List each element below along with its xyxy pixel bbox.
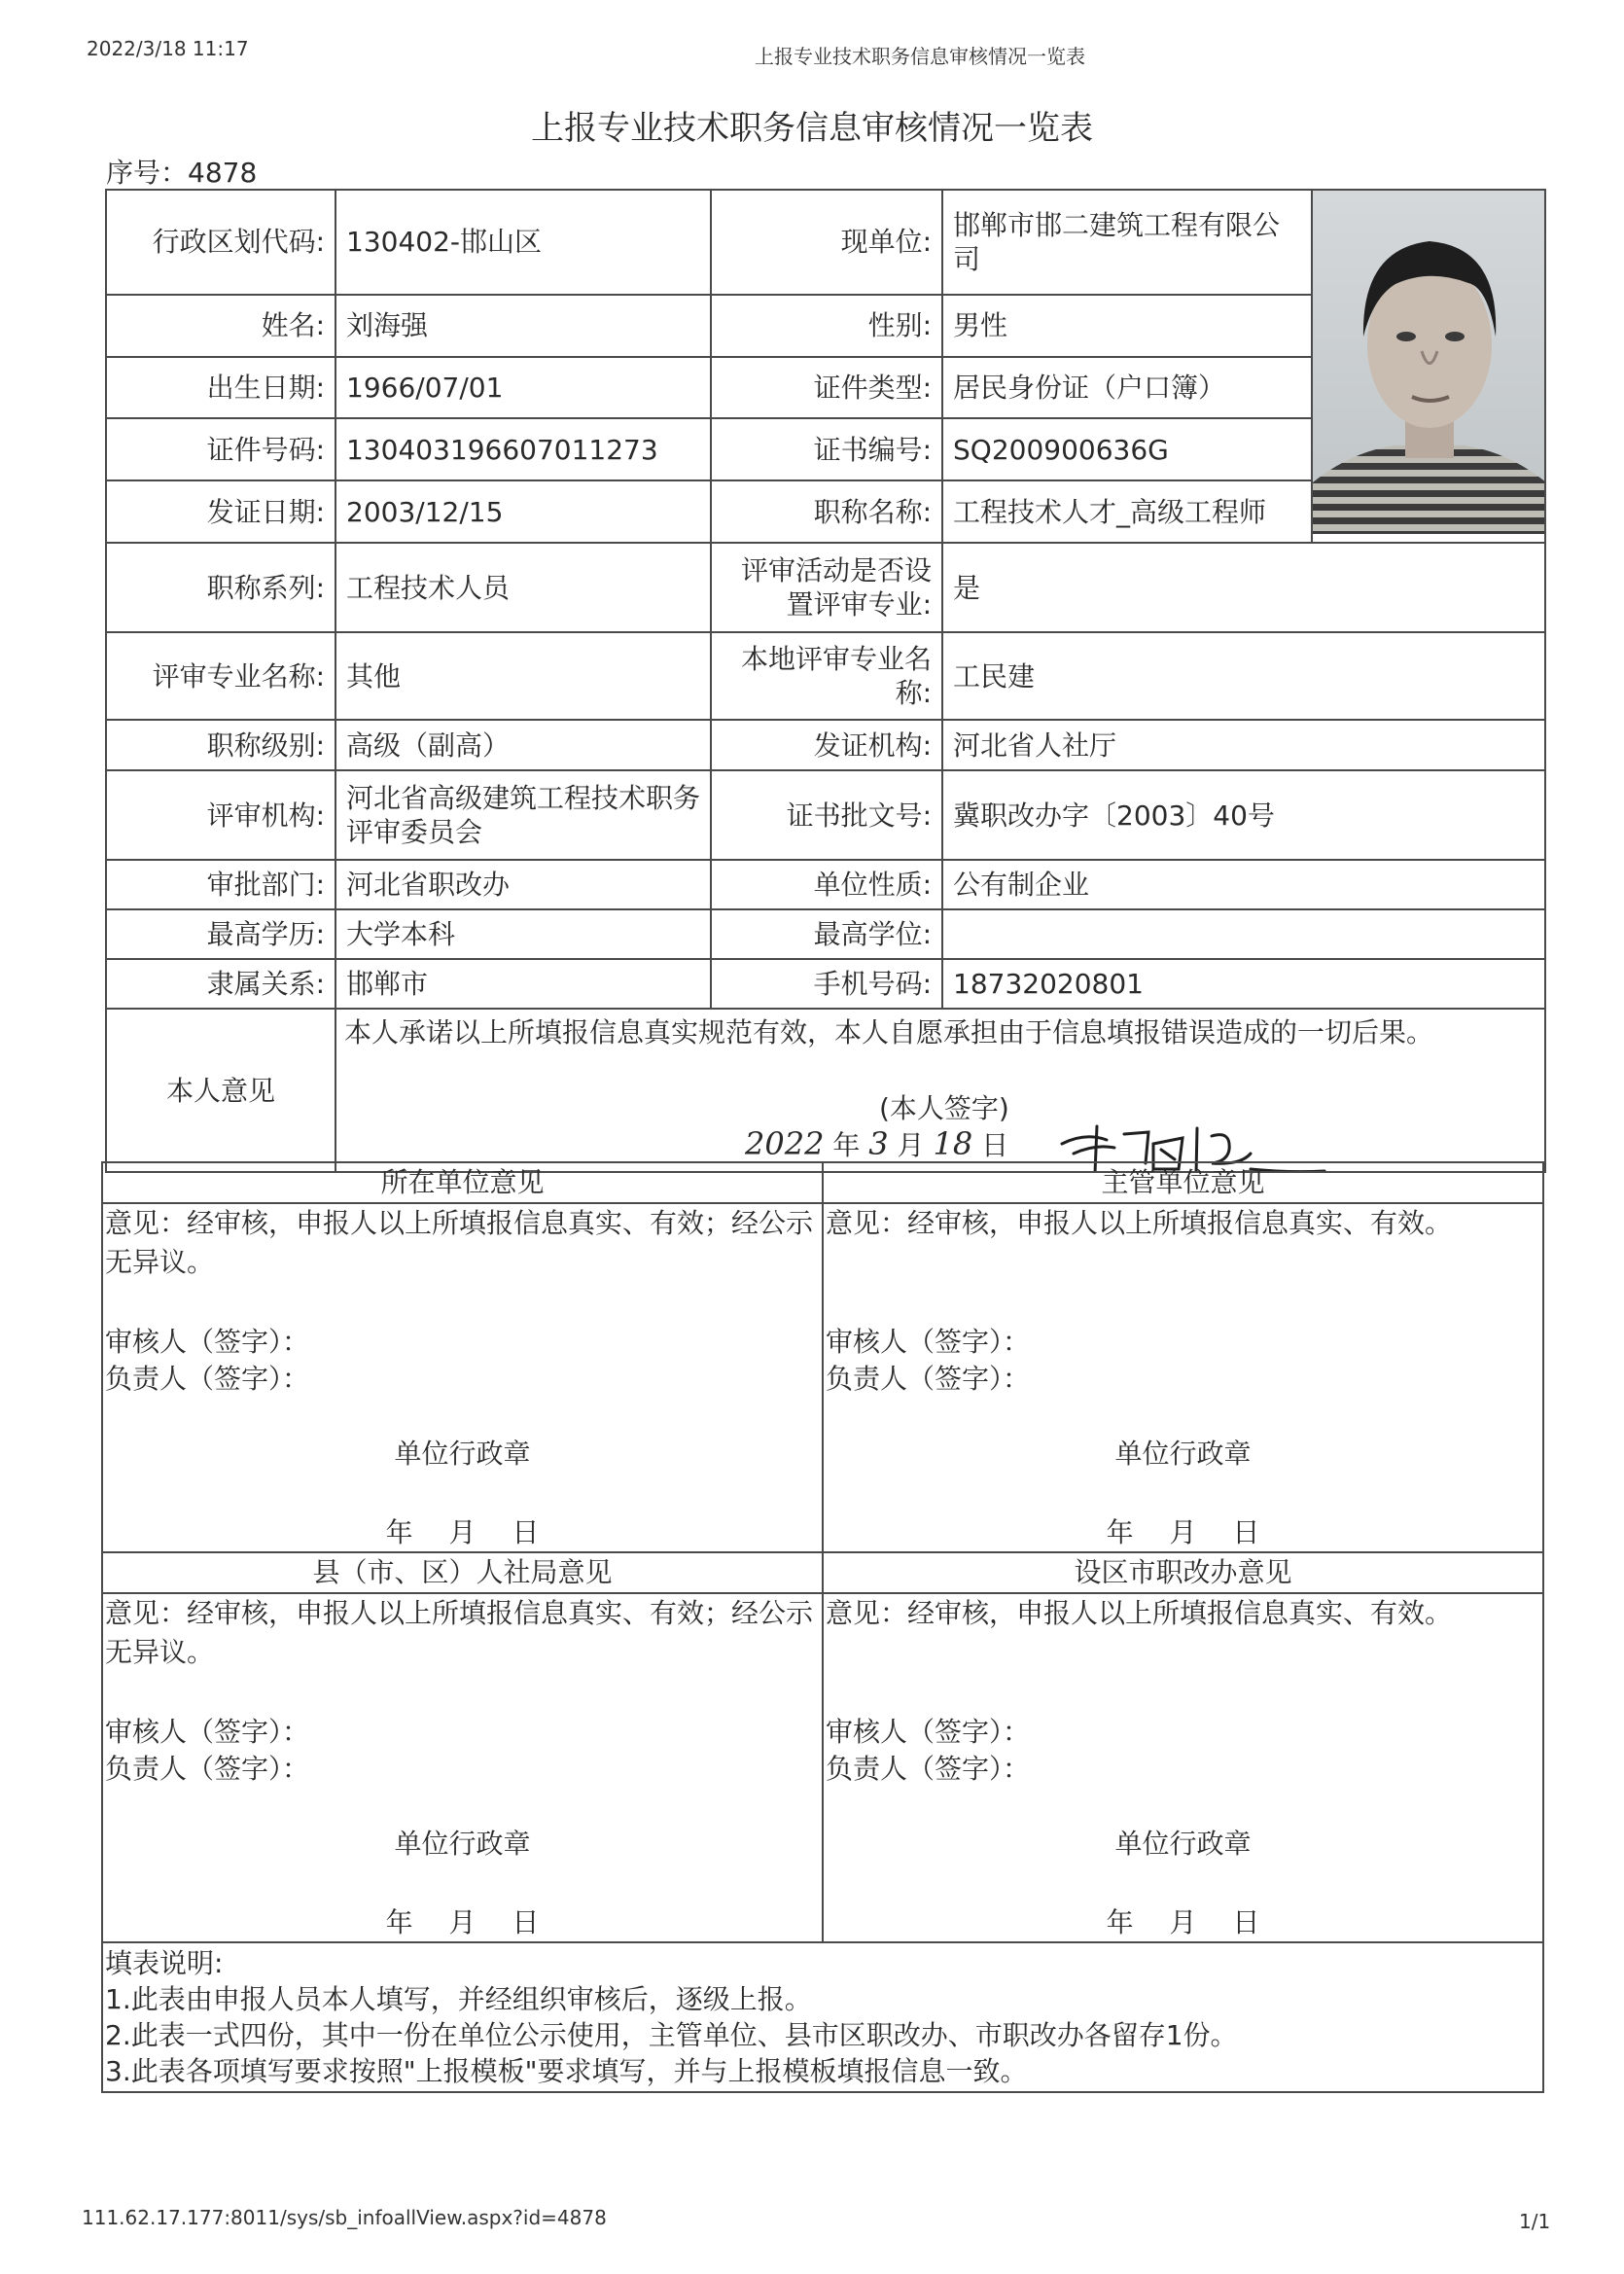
nature-value: 公有制企业 xyxy=(942,860,1545,909)
applicant-photo xyxy=(1312,190,1545,543)
certno-value: SQ200900636G xyxy=(942,418,1312,480)
level-label: 职称级别: xyxy=(106,720,335,770)
instruction-item-2: 2.此表一式四份，其中一份在单位公示使用，主管单位、县市区职改办、市职改办各留存1份。 xyxy=(105,2019,1238,2051)
birth-value: 1966/07/01 xyxy=(335,357,711,419)
supervisor-opinion-text: 意见：经审核，申报人以上所填报信息真实、有效。 xyxy=(826,1207,1453,1239)
unit-seal-label: 单位行政章 xyxy=(394,1438,531,1470)
print-datetime: 2022/3/18 11:17 xyxy=(87,37,249,60)
unit-label: 现单位: xyxy=(711,190,942,295)
county-date-line: 年 月 日 xyxy=(385,1906,540,1938)
instruction-item-3: 3.此表各项填写要求按照"上报模板"要求填写，并与上报模板填报信息一致。 xyxy=(105,2055,1028,2087)
unit-opinion-text: 意见：经审核，申报人以上所填报信息真实、有效；经公示无异议。 xyxy=(105,1207,814,1278)
self-opinion-text: 本人承诺以上所填报信息真实规范有效，本人自愿承担由于信息填报错误造成的一切后果。 xyxy=(344,1016,1434,1048)
date-day-unit: 日 xyxy=(981,1129,1009,1161)
degree-value xyxy=(942,909,1545,959)
county-responsible-sign: 负责人（签字）： xyxy=(105,1753,310,1785)
name-value: 刘海强 xyxy=(335,295,711,357)
applicant-info-table xyxy=(105,189,1546,1173)
self-sign-date xyxy=(745,1124,1008,1163)
approval-no-value: 冀职改办字〔2003〕40号 xyxy=(942,770,1545,860)
supervisor-responsible-sign: 负责人（签字）： xyxy=(826,1363,1031,1395)
series-label: 职称系列: xyxy=(106,543,335,632)
date-year: 2022 xyxy=(745,1125,825,1162)
county-seal-label: 单位行政章 xyxy=(394,1828,531,1860)
issuer-value: 河北省人社厅 xyxy=(942,720,1545,770)
level-value: 高级（副高） xyxy=(335,720,711,770)
city-responsible-sign: 负责人（签字）： xyxy=(826,1753,1031,1785)
set-major-value: 是 xyxy=(942,543,1545,632)
unit-value: 邯郸市邯二建筑工程有限公司 xyxy=(942,190,1312,295)
serial-number: 序号：4878 xyxy=(106,157,258,189)
birth-label: 出生日期: xyxy=(106,357,335,419)
gender-label: 性别: xyxy=(711,295,942,357)
city-opinion-title: 设区市职改办意见 xyxy=(823,1552,1543,1593)
local-major-label: 本地评审专业名称: xyxy=(711,632,942,720)
city-reviewer-sign: 审核人（签字）： xyxy=(826,1716,1031,1748)
instructions-cell xyxy=(102,1942,1543,2092)
series-value: 工程技术人员 xyxy=(335,543,711,632)
degree-label: 最高学位: xyxy=(711,909,942,959)
title-name-value: 工程技术人才_高级工程师 xyxy=(942,480,1312,543)
instructions-title: 填表说明: xyxy=(105,1947,224,1979)
idtype-value: 居民身份证（户口簿） xyxy=(942,357,1312,419)
unit-reviewer-sign: 审核人（签字）： xyxy=(105,1326,310,1358)
county-reviewer-sign: 审核人（签字）： xyxy=(105,1716,310,1748)
footer-page-number: 1/1 xyxy=(1519,2210,1551,2233)
self-opinion-label: 本人意见 xyxy=(106,1009,335,1172)
city-date-line: 年 月 日 xyxy=(1106,1906,1260,1938)
committee-label: 评审机构: xyxy=(106,770,335,860)
print-page-title: 上报专业技术职务信息审核情况一览表 xyxy=(755,45,1085,68)
supervisor-reviewer-sign: 审核人（签字）： xyxy=(826,1326,1031,1358)
self-opinion-cell xyxy=(335,1009,1545,1172)
education-label: 最高学历: xyxy=(106,909,335,959)
date-day: 18 xyxy=(933,1125,973,1162)
unit-responsible-sign: 负责人（签字）： xyxy=(105,1363,310,1395)
idtype-label: 证件类型: xyxy=(711,357,942,419)
self-sign-label: (本人签字) xyxy=(879,1092,1009,1124)
city-opinion-text: 意见：经审核，申报人以上所填报信息真实、有效。 xyxy=(826,1597,1453,1629)
name-label: 姓名: xyxy=(106,295,335,357)
affiliation-value: 邯郸市 xyxy=(335,959,711,1009)
local-major-value: 工民建 xyxy=(942,632,1545,720)
committee-value: 河北省高级建筑工程技术职务评审委员会 xyxy=(335,770,711,860)
idno-label: 证件号码: xyxy=(106,418,335,480)
phone-label: 手机号码: xyxy=(711,959,942,1009)
issuer-label: 发证机构: xyxy=(711,720,942,770)
document-title: 上报专业技术职务信息审核情况一览表 xyxy=(531,109,1093,148)
set-major-label: 评审活动是否设置评审专业: xyxy=(711,543,942,632)
affiliation-label: 隶属关系: xyxy=(106,959,335,1009)
footer-url: 111.62.17.177:8011/sys/sb_infoallView.aspx?id=4878 xyxy=(82,2206,607,2229)
date-month: 3 xyxy=(868,1125,889,1162)
title-name-label: 职称名称: xyxy=(711,480,942,543)
approval-no-label: 证书批文号: xyxy=(711,770,942,860)
portrait-image xyxy=(1313,191,1545,534)
county-opinion-text: 意见：经审核，申报人以上所填报信息真实、有效；经公示无异议。 xyxy=(105,1597,814,1668)
county-opinion-title: 县（市、区）人社局意见 xyxy=(102,1552,823,1593)
supervisor-opinion-title: 主管单位意见 xyxy=(823,1162,1543,1203)
certno-label: 证书编号: xyxy=(711,418,942,480)
unit-opinion-title: 所在单位意见 xyxy=(102,1162,823,1203)
idno-value: 130403196607011273 xyxy=(335,418,711,480)
date-month-unit: 月 xyxy=(897,1129,925,1161)
major-label: 评审专业名称: xyxy=(106,632,335,720)
issue-date-value: 2003/12/15 xyxy=(335,480,711,543)
education-value: 大学本科 xyxy=(335,909,711,959)
supervisor-seal-label: 单位行政章 xyxy=(1114,1438,1252,1470)
date-year-unit: 年 xyxy=(832,1129,861,1161)
dept-label: 审批部门: xyxy=(106,860,335,909)
dept-value: 河北省职改办 xyxy=(335,860,711,909)
major-value: 其他 xyxy=(335,632,711,720)
phone-value: 18732020801 xyxy=(942,959,1545,1009)
instruction-item-1: 1.此表由申报人员本人填写，并经组织审核后，逐级上报。 xyxy=(105,1983,812,2015)
opinions-table xyxy=(101,1161,1544,2093)
city-seal-label: 单位行政章 xyxy=(1114,1828,1252,1860)
region-value: 130402-邯山区 xyxy=(335,190,711,295)
nature-label: 单位性质: xyxy=(711,860,942,909)
region-label: 行政区划代码: xyxy=(106,190,335,295)
issue-date-label: 发证日期: xyxy=(106,480,335,543)
supervisor-date-line: 年 月 日 xyxy=(1106,1516,1260,1548)
unit-date-line: 年 月 日 xyxy=(385,1516,540,1548)
gender-value: 男性 xyxy=(942,295,1312,357)
